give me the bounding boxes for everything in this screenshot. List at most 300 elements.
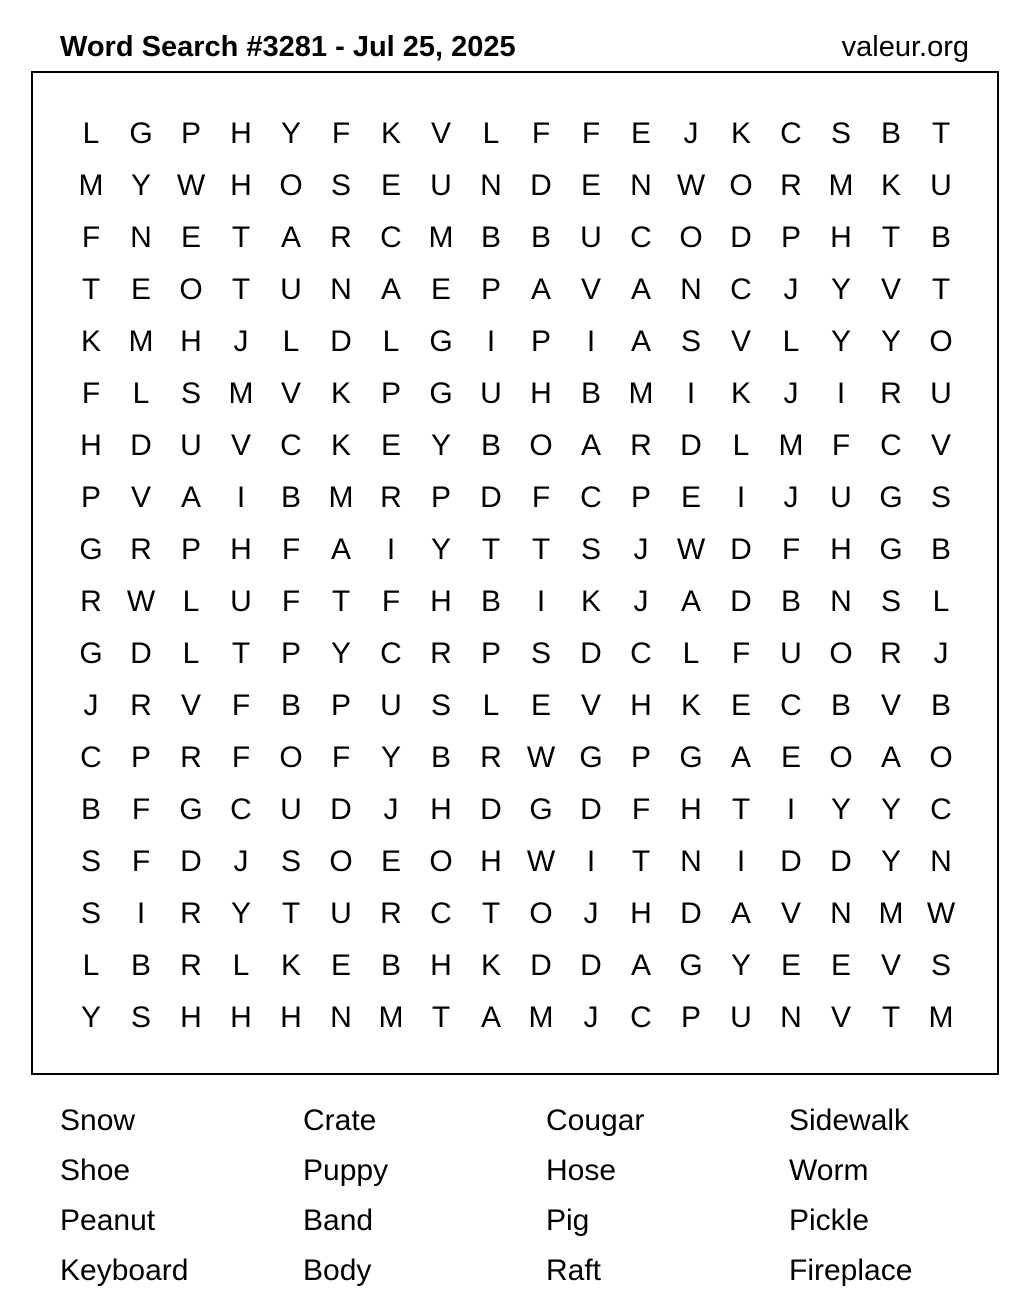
grid-cell[interactable]: G	[879, 533, 903, 566]
grid-cell[interactable]: F	[731, 637, 751, 670]
grid-cell[interactable]: R	[180, 741, 202, 774]
grid-cell[interactable]: T	[331, 585, 351, 618]
grid-cell[interactable]: A	[580, 429, 601, 462]
grid-cell[interactable]: D	[780, 845, 802, 878]
grid-cell[interactable]: L	[482, 117, 500, 150]
grid-cell[interactable]: E	[180, 221, 201, 254]
grid-cell[interactable]: R	[80, 585, 102, 618]
grid-cell[interactable]: C	[780, 117, 802, 150]
grid-cell[interactable]: N	[830, 897, 852, 930]
grid-cell[interactable]: S	[880, 585, 901, 618]
grid-cell[interactable]: F	[131, 793, 151, 826]
grid-cell[interactable]: D	[580, 949, 602, 982]
grid-cell[interactable]: D	[730, 585, 752, 618]
grid-cell[interactable]: D	[330, 793, 352, 826]
grid-cell[interactable]: C	[930, 793, 952, 826]
grid-cell[interactable]: H	[430, 793, 452, 826]
grid-cell[interactable]: O	[929, 741, 953, 774]
grid-cell[interactable]: H	[830, 221, 852, 254]
grid-cell[interactable]: A	[280, 221, 301, 254]
grid-cell[interactable]: L	[382, 325, 400, 358]
grid-cell[interactable]: J	[83, 689, 99, 722]
grid-cell[interactable]: Y	[130, 169, 151, 202]
grid-cell[interactable]: M	[128, 325, 154, 358]
grid-cell[interactable]: D	[730, 221, 752, 254]
grid-cell[interactable]: J	[683, 117, 699, 150]
grid-cell[interactable]: I	[136, 897, 146, 930]
grid-cell[interactable]: L	[132, 377, 150, 410]
grid-cell[interactable]: H	[80, 429, 102, 462]
grid-cell[interactable]: H	[830, 533, 852, 566]
grid-cell[interactable]: S	[80, 897, 101, 930]
grid-cell[interactable]: S	[830, 117, 851, 150]
grid-cell[interactable]: L	[182, 637, 200, 670]
grid-cell[interactable]: N	[680, 845, 702, 878]
grid-cell[interactable]: F	[331, 117, 351, 150]
grid-cell[interactable]: W	[176, 169, 206, 202]
grid-cell[interactable]: O	[279, 169, 303, 202]
grid-cell[interactable]: E	[330, 949, 351, 982]
grid-cell[interactable]: N	[330, 273, 352, 306]
grid-cell[interactable]: S	[580, 533, 601, 566]
grid-cell[interactable]: D	[130, 637, 152, 670]
grid-cell[interactable]: R	[780, 169, 802, 202]
grid-cell[interactable]: J	[783, 273, 799, 306]
grid-cell[interactable]: C	[880, 429, 902, 462]
grid-cell[interactable]: F	[231, 689, 251, 722]
grid-cell[interactable]: E	[780, 741, 801, 774]
grid-cell[interactable]: P	[280, 637, 301, 670]
grid-cell[interactable]: F	[781, 533, 801, 566]
grid-cell[interactable]: T	[531, 533, 551, 566]
grid-cell[interactable]: E	[580, 169, 601, 202]
grid-cell[interactable]: T	[431, 1001, 451, 1034]
grid-cell[interactable]: S	[330, 169, 351, 202]
grid-cell[interactable]: E	[830, 949, 851, 982]
grid-cell[interactable]: D	[680, 897, 702, 930]
grid-cell[interactable]: E	[680, 481, 701, 514]
grid-cell[interactable]: V	[880, 273, 901, 306]
grid-cell[interactable]: H	[230, 117, 252, 150]
grid-cell[interactable]: O	[529, 429, 553, 462]
grid-cell[interactable]: U	[780, 637, 802, 670]
grid-cell[interactable]: H	[280, 1001, 302, 1034]
grid-cell[interactable]: C	[630, 221, 652, 254]
grid-cell[interactable]: G	[679, 741, 703, 774]
grid-cell[interactable]: K	[730, 117, 751, 150]
grid-cell[interactable]: V	[880, 949, 901, 982]
grid-cell[interactable]: Y	[80, 1001, 101, 1034]
grid-cell[interactable]: Y	[880, 325, 901, 358]
grid-cell[interactable]: A	[730, 897, 751, 930]
grid-cell[interactable]: D	[580, 793, 602, 826]
grid-cell[interactable]: D	[830, 845, 852, 878]
grid-cell[interactable]: B	[430, 741, 451, 774]
grid-cell[interactable]: K	[80, 325, 101, 358]
grid-cell[interactable]: O	[179, 273, 203, 306]
grid-cell[interactable]: C	[380, 221, 402, 254]
grid-cell[interactable]: W	[126, 585, 156, 618]
grid-cell[interactable]: F	[531, 117, 551, 150]
grid-cell[interactable]: P	[630, 481, 651, 514]
grid-cell[interactable]: L	[732, 429, 750, 462]
grid-cell[interactable]: E	[380, 845, 401, 878]
grid-cell[interactable]: C	[730, 273, 752, 306]
grid-cell[interactable]: T	[731, 793, 751, 826]
grid-cell[interactable]: V	[230, 429, 251, 462]
grid-cell[interactable]: T	[481, 897, 501, 930]
grid-cell[interactable]: J	[233, 845, 249, 878]
grid-cell[interactable]: R	[880, 377, 902, 410]
grid-cell[interactable]: A	[730, 741, 751, 774]
grid-cell[interactable]: B	[930, 689, 951, 722]
grid-cell[interactable]: F	[581, 117, 601, 150]
grid-cell[interactable]: P	[330, 689, 351, 722]
grid-cell[interactable]: R	[880, 637, 902, 670]
grid-cell[interactable]: R	[480, 741, 502, 774]
grid-cell[interactable]: O	[729, 169, 753, 202]
grid-cell[interactable]: D	[330, 325, 352, 358]
grid-cell[interactable]: Y	[280, 117, 301, 150]
grid-cell[interactable]: R	[430, 637, 452, 670]
grid-cell[interactable]: O	[329, 845, 353, 878]
grid-cell[interactable]: B	[930, 533, 951, 566]
grid-cell[interactable]: C	[580, 481, 602, 514]
grid-cell[interactable]: M	[778, 429, 804, 462]
grid-cell[interactable]: A	[680, 585, 701, 618]
grid-cell[interactable]: K	[380, 117, 401, 150]
grid-cell[interactable]: E	[130, 273, 151, 306]
grid-cell[interactable]: Y	[380, 741, 401, 774]
grid-cell[interactable]: O	[279, 741, 303, 774]
grid-cell[interactable]: E	[730, 689, 751, 722]
grid-cell[interactable]: D	[180, 845, 202, 878]
grid-cell[interactable]: I	[236, 481, 246, 514]
grid-cell[interactable]: D	[480, 793, 502, 826]
grid-cell[interactable]: B	[480, 429, 501, 462]
grid-cell[interactable]: Y	[430, 429, 451, 462]
grid-cell[interactable]: P	[130, 741, 151, 774]
grid-cell[interactable]: K	[330, 377, 351, 410]
grid-cell[interactable]: B	[580, 377, 601, 410]
grid-cell[interactable]: V	[930, 429, 951, 462]
grid-cell[interactable]: U	[330, 897, 352, 930]
grid-cell[interactable]: R	[330, 221, 352, 254]
grid-cell[interactable]: N	[480, 169, 502, 202]
grid-cell[interactable]: F	[831, 429, 851, 462]
grid-cell[interactable]: Y	[330, 637, 351, 670]
grid-cell[interactable]: T	[631, 845, 651, 878]
grid-cell[interactable]: M	[428, 221, 454, 254]
grid-cell[interactable]: D	[130, 429, 152, 462]
grid-cell[interactable]: W	[926, 897, 956, 930]
grid-cell[interactable]: R	[380, 897, 402, 930]
grid-cell[interactable]: R	[630, 429, 652, 462]
grid-cell[interactable]: V	[830, 1001, 851, 1034]
grid-cell[interactable]: E	[630, 117, 651, 150]
grid-cell[interactable]: M	[628, 377, 654, 410]
grid-cell[interactable]: K	[580, 585, 601, 618]
grid-cell[interactable]: L	[932, 585, 950, 618]
grid-cell[interactable]: T	[81, 273, 101, 306]
grid-cell[interactable]: R	[130, 689, 152, 722]
grid-cell[interactable]: S	[280, 845, 301, 878]
grid-cell[interactable]: F	[381, 585, 401, 618]
grid-cell[interactable]: K	[330, 429, 351, 462]
grid-cell[interactable]: Y	[880, 793, 901, 826]
grid-cell[interactable]: P	[630, 741, 651, 774]
grid-cell[interactable]: I	[786, 793, 796, 826]
grid-cell[interactable]: S	[130, 1001, 151, 1034]
grid-cell[interactable]: T	[881, 221, 901, 254]
grid-cell[interactable]: U	[930, 169, 952, 202]
grid-cell[interactable]: W	[676, 169, 706, 202]
grid-cell[interactable]: C	[280, 429, 302, 462]
grid-cell[interactable]: F	[331, 741, 351, 774]
grid-cell[interactable]: H	[480, 845, 502, 878]
grid-cell[interactable]: J	[383, 793, 399, 826]
grid-cell[interactable]: F	[131, 845, 151, 878]
grid-cell[interactable]: A	[380, 273, 401, 306]
grid-cell[interactable]: Y	[830, 273, 851, 306]
grid-cell[interactable]: P	[780, 221, 801, 254]
grid-cell[interactable]: G	[79, 637, 103, 670]
grid-cell[interactable]: T	[231, 221, 251, 254]
grid-cell[interactable]: B	[830, 689, 851, 722]
grid-cell[interactable]: J	[783, 481, 799, 514]
grid-cell[interactable]: K	[680, 689, 701, 722]
grid-cell[interactable]: R	[130, 533, 152, 566]
grid-cell[interactable]: V	[580, 689, 601, 722]
grid-cell[interactable]: J	[783, 377, 799, 410]
grid-cell[interactable]: M	[78, 169, 104, 202]
grid-cell[interactable]: U	[730, 1001, 752, 1034]
grid-cell[interactable]: E	[430, 273, 451, 306]
grid-cell[interactable]: M	[828, 169, 854, 202]
grid-cell[interactable]: V	[280, 377, 301, 410]
grid-cell[interactable]: M	[878, 897, 904, 930]
grid-cell[interactable]: P	[180, 117, 201, 150]
grid-cell[interactable]: G	[429, 377, 453, 410]
grid-cell[interactable]: U	[480, 377, 502, 410]
grid-cell[interactable]: N	[930, 845, 952, 878]
grid-cell[interactable]: G	[429, 325, 453, 358]
grid-cell[interactable]: U	[380, 689, 402, 722]
grid-cell[interactable]: B	[380, 949, 401, 982]
grid-cell[interactable]: I	[536, 585, 546, 618]
grid-cell[interactable]: D	[530, 949, 552, 982]
grid-cell[interactable]: V	[430, 117, 451, 150]
grid-cell[interactable]: F	[281, 533, 301, 566]
grid-cell[interactable]: G	[679, 949, 703, 982]
grid-cell[interactable]: J	[933, 637, 949, 670]
grid-cell[interactable]: H	[430, 585, 452, 618]
grid-cell[interactable]: I	[386, 533, 396, 566]
grid-cell[interactable]: L	[682, 637, 700, 670]
grid-cell[interactable]: E	[780, 949, 801, 982]
grid-cell[interactable]: C	[630, 637, 652, 670]
grid-cell[interactable]: V	[880, 689, 901, 722]
grid-cell[interactable]: U	[280, 273, 302, 306]
grid-cell[interactable]: H	[630, 897, 652, 930]
grid-cell[interactable]: B	[880, 117, 901, 150]
grid-cell[interactable]: I	[736, 845, 746, 878]
grid-cell[interactable]: C	[380, 637, 402, 670]
grid-cell[interactable]: V	[130, 481, 151, 514]
grid-cell[interactable]: Y	[430, 533, 451, 566]
grid-cell[interactable]: D	[530, 169, 552, 202]
grid-cell[interactable]: U	[280, 793, 302, 826]
grid-cell[interactable]: M	[528, 1001, 554, 1034]
grid-cell[interactable]: B	[480, 221, 501, 254]
grid-cell[interactable]: L	[82, 949, 100, 982]
grid-cell[interactable]: J	[633, 585, 649, 618]
grid-cell[interactable]: I	[586, 845, 596, 878]
grid-cell[interactable]: G	[129, 117, 153, 150]
grid-cell[interactable]: A	[880, 741, 901, 774]
grid-cell[interactable]: N	[130, 221, 152, 254]
grid-cell[interactable]: J	[583, 897, 599, 930]
grid-cell[interactable]: M	[228, 377, 254, 410]
grid-cell[interactable]: I	[586, 325, 596, 358]
grid-cell[interactable]: A	[630, 325, 651, 358]
grid-cell[interactable]: O	[829, 637, 853, 670]
grid-cell[interactable]: F	[81, 221, 101, 254]
grid-cell[interactable]: G	[179, 793, 203, 826]
grid-cell[interactable]: O	[829, 741, 853, 774]
grid-cell[interactable]: G	[529, 793, 553, 826]
grid-cell[interactable]: Y	[830, 793, 851, 826]
grid-cell[interactable]: P	[180, 533, 201, 566]
grid-cell[interactable]: T	[931, 273, 951, 306]
grid-cell[interactable]: O	[679, 221, 703, 254]
grid-cell[interactable]: N	[780, 1001, 802, 1034]
grid-cell[interactable]: B	[780, 585, 801, 618]
grid-cell[interactable]: W	[526, 845, 556, 878]
grid-cell[interactable]: O	[529, 897, 553, 930]
grid-cell[interactable]: H	[230, 169, 252, 202]
grid-cell[interactable]: I	[836, 377, 846, 410]
grid-cell[interactable]: C	[230, 793, 252, 826]
grid-cell[interactable]: V	[730, 325, 751, 358]
grid-cell[interactable]: B	[80, 793, 101, 826]
grid-cell[interactable]: H	[230, 533, 252, 566]
grid-cell[interactable]: H	[230, 1001, 252, 1034]
grid-cell[interactable]: S	[680, 325, 701, 358]
grid-cell[interactable]: L	[182, 585, 200, 618]
grid-cell[interactable]: L	[82, 117, 100, 150]
grid-cell[interactable]: L	[782, 325, 800, 358]
grid-cell[interactable]: T	[231, 637, 251, 670]
grid-cell[interactable]: Y	[230, 897, 251, 930]
grid-cell[interactable]: M	[378, 1001, 404, 1034]
grid-cell[interactable]: V	[780, 897, 801, 930]
grid-cell[interactable]: K	[730, 377, 751, 410]
grid-cell[interactable]: G	[879, 481, 903, 514]
grid-cell[interactable]: C	[80, 741, 102, 774]
grid-cell[interactable]: H	[530, 377, 552, 410]
grid-cell[interactable]: P	[480, 637, 501, 670]
grid-cell[interactable]: T	[231, 273, 251, 306]
grid-cell[interactable]: Y	[730, 949, 751, 982]
grid-cell[interactable]: P	[80, 481, 101, 514]
grid-cell[interactable]: D	[680, 429, 702, 462]
grid-cell[interactable]: U	[930, 377, 952, 410]
grid-cell[interactable]: S	[430, 689, 451, 722]
grid-cell[interactable]: F	[531, 481, 551, 514]
grid-cell[interactable]: Y	[880, 845, 901, 878]
grid-cell[interactable]: K	[280, 949, 301, 982]
grid-cell[interactable]: H	[180, 325, 202, 358]
grid-cell[interactable]: V	[580, 273, 601, 306]
grid-cell[interactable]: K	[480, 949, 501, 982]
grid-cell[interactable]: P	[680, 1001, 701, 1034]
grid-cell[interactable]: B	[280, 481, 301, 514]
grid-cell[interactable]: N	[680, 273, 702, 306]
grid-cell[interactable]: S	[530, 637, 551, 670]
grid-cell[interactable]: N	[630, 169, 652, 202]
grid-cell[interactable]: G	[79, 533, 103, 566]
grid-cell[interactable]: G	[579, 741, 603, 774]
grid-cell[interactable]: Y	[830, 325, 851, 358]
grid-cell[interactable]: J	[233, 325, 249, 358]
grid-cell[interactable]: B	[130, 949, 151, 982]
grid-cell[interactable]: H	[180, 1001, 202, 1034]
grid-cell[interactable]: A	[180, 481, 201, 514]
grid-cell[interactable]: R	[380, 481, 402, 514]
grid-cell[interactable]: D	[480, 481, 502, 514]
grid-cell[interactable]: D	[580, 637, 602, 670]
grid-cell[interactable]: W	[676, 533, 706, 566]
grid-cell[interactable]: P	[480, 273, 501, 306]
grid-cell[interactable]: K	[880, 169, 901, 202]
grid-cell[interactable]: S	[180, 377, 201, 410]
grid-cell[interactable]: L	[482, 689, 500, 722]
grid-cell[interactable]: C	[430, 897, 452, 930]
grid-cell[interactable]: L	[232, 949, 250, 982]
grid-cell[interactable]: V	[180, 689, 201, 722]
grid-cell[interactable]: C	[780, 689, 802, 722]
grid-cell[interactable]: H	[680, 793, 702, 826]
grid-cell[interactable]: R	[180, 897, 202, 930]
grid-cell[interactable]: N	[830, 585, 852, 618]
grid-cell[interactable]: E	[380, 429, 401, 462]
grid-cell[interactable]: U	[580, 221, 602, 254]
grid-cell[interactable]: R	[180, 949, 202, 982]
grid-cell[interactable]: F	[231, 741, 251, 774]
grid-cell[interactable]: T	[281, 897, 301, 930]
grid-cell[interactable]: L	[282, 325, 300, 358]
grid-cell[interactable]: B	[480, 585, 501, 618]
grid-cell[interactable]: N	[330, 1001, 352, 1034]
grid-cell[interactable]: M	[928, 1001, 954, 1034]
grid-cell[interactable]: M	[328, 481, 354, 514]
grid-cell[interactable]: E	[380, 169, 401, 202]
grid-cell[interactable]: E	[530, 689, 551, 722]
grid-cell[interactable]: B	[280, 689, 301, 722]
grid-cell[interactable]: A	[530, 273, 551, 306]
grid-cell[interactable]: J	[633, 533, 649, 566]
grid-cell[interactable]: A	[630, 949, 651, 982]
grid-cell[interactable]: F	[631, 793, 651, 826]
grid-cell[interactable]: H	[630, 689, 652, 722]
grid-cell[interactable]: I	[486, 325, 496, 358]
grid-cell[interactable]: T	[481, 533, 501, 566]
grid-cell[interactable]: U	[430, 169, 452, 202]
grid-cell[interactable]: O	[929, 325, 953, 358]
grid-cell[interactable]: S	[930, 949, 951, 982]
grid-cell[interactable]: B	[530, 221, 551, 254]
